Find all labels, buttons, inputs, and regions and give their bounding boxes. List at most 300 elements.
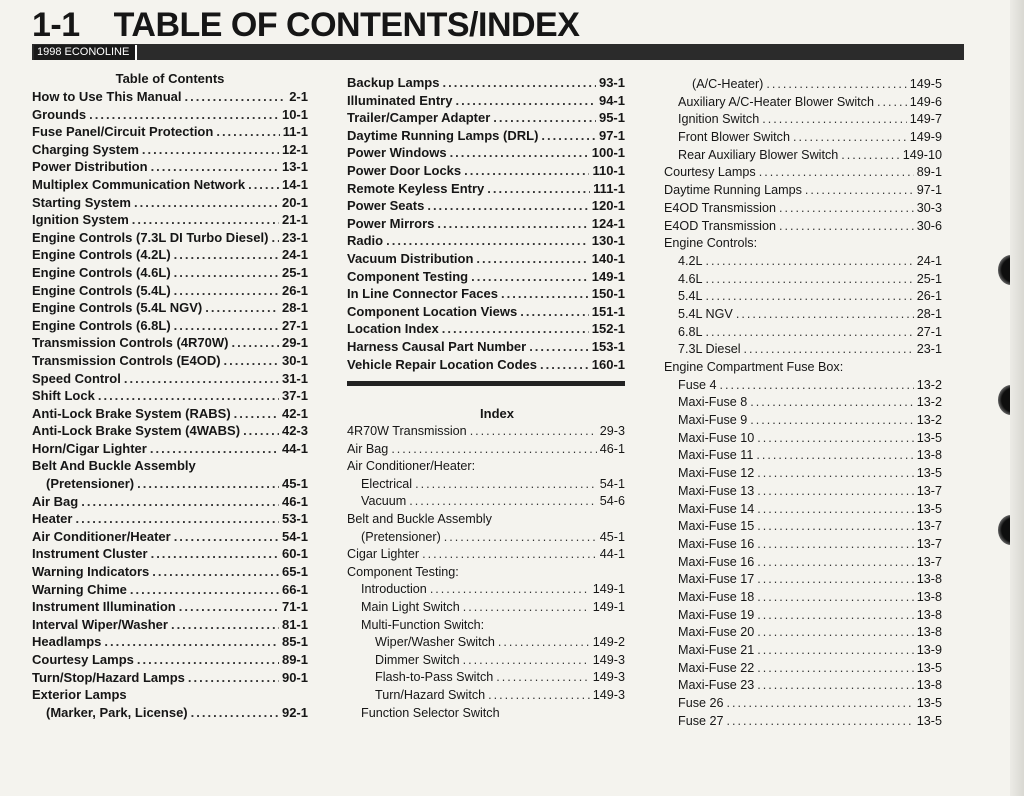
entry-row (32, 264, 308, 282)
entry-label: 4.2L (678, 253, 703, 268)
entry-label: 5.4L NGV (678, 306, 733, 321)
entry-row (32, 229, 308, 247)
entry-row (32, 194, 308, 212)
entry-page: 25-1 (281, 264, 308, 280)
entry-row (32, 457, 308, 475)
entry-page: 54-6 (599, 494, 625, 509)
dot-leader (520, 303, 589, 321)
entry-row (32, 317, 308, 335)
entry-page: 37-1 (281, 388, 308, 404)
dot-leader (124, 370, 279, 388)
dot-leader (130, 581, 279, 599)
entry-label: Courtesy Lamps (664, 165, 756, 180)
entry-label: Maxi-Fuse 12 (678, 466, 755, 481)
entry-row (32, 123, 308, 141)
entry-label: Air Bag (347, 441, 389, 456)
dot-leader (142, 141, 279, 159)
entry-row (32, 686, 308, 704)
entry-label: Courtesy Lamps (32, 652, 134, 667)
dot-leader (216, 123, 279, 141)
entry-label: Multi-Function Switch: (361, 617, 485, 632)
entry-page: 30-1 (281, 352, 308, 368)
entry-page: 149-2 (592, 635, 625, 650)
entry-row (32, 510, 308, 528)
entry-page: 100-1 (591, 145, 625, 161)
entry-label: Speed Control (32, 370, 121, 386)
entry-label: Maxi-Fuse 15 (678, 519, 755, 534)
entry-page: 149-1 (592, 582, 625, 597)
entry-label: Headlamps (32, 634, 102, 650)
entry-label: Shift Lock (32, 388, 95, 404)
entry-page: 27-1 (281, 317, 308, 333)
entry-page: 13-5 (916, 660, 942, 675)
entry-label: Function Selector Switch (361, 705, 500, 720)
dot-leader (174, 264, 279, 282)
dot-leader (757, 660, 913, 678)
entry-page: 2-1 (289, 89, 308, 104)
dot-leader (706, 288, 914, 306)
entry-page: 13-5 (916, 501, 942, 516)
entry-row (347, 74, 625, 92)
dot-leader (386, 232, 589, 250)
dot-leader (151, 545, 279, 563)
entry-row (32, 440, 308, 458)
entry-label: Heater (32, 511, 73, 527)
entry-label: Backup Lamps (347, 75, 440, 90)
entry-label: 7.3L Diesel (678, 342, 741, 357)
entry-row (32, 158, 308, 176)
entry-row (347, 338, 625, 356)
entry-label: 4.6L (678, 271, 703, 286)
entry-label: 5.4L (678, 289, 703, 304)
entry-label: Daytime Running Lamps (DRL) (347, 127, 539, 143)
entry-row (32, 704, 308, 722)
dot-leader (75, 510, 279, 528)
entry-label: Maxi-Fuse 18 (678, 589, 755, 604)
toc-list (32, 88, 308, 721)
dot-leader (98, 387, 279, 405)
entry-label: Rear Auxiliary Blower Switch (678, 147, 839, 162)
dot-leader (757, 642, 913, 660)
entry-page: 151-1 (591, 303, 625, 319)
entry-label: Engine Controls (5.4L NGV) (32, 300, 203, 316)
entry-page: 13-8 (916, 625, 942, 640)
entry-label: Trailer/Camper Adapter (347, 110, 491, 126)
page-title (32, 6, 579, 45)
entry-page: 13-8 (916, 678, 942, 693)
dot-leader (134, 194, 279, 212)
dot-leader (89, 106, 279, 124)
entry-label: Power Distribution (32, 159, 148, 175)
section-number: 1-1 (32, 6, 80, 44)
entry-label: Vacuum Distribution (347, 250, 474, 266)
entry-label: Anti-Lock Brake System (RABS) (32, 405, 231, 421)
dot-leader (150, 440, 279, 458)
entry-page: 149-1 (591, 268, 625, 284)
dot-leader (706, 324, 914, 342)
entry-page: 45-1 (281, 476, 308, 492)
entry-page: 120-1 (591, 198, 625, 214)
entry-label: Vehicle Repair Location Codes (347, 356, 537, 372)
entry-label: Dimmer Switch (375, 652, 460, 667)
dot-leader (470, 423, 597, 441)
entry-page: 149-5 (909, 77, 942, 91)
entry-label: Power Mirrors (347, 215, 435, 231)
dot-leader (427, 197, 588, 215)
entry-row (664, 607, 942, 625)
entry-label: Electrical (361, 476, 413, 491)
entry-page: 24-1 (916, 253, 942, 268)
dot-leader (805, 182, 914, 200)
entry-page: 13-5 (916, 430, 942, 445)
entry-label: How to Use This Manual (32, 89, 182, 104)
entry-label: Maxi-Fuse 22 (678, 660, 755, 675)
dot-leader (224, 352, 279, 370)
entry-label: Harness Causal Part Number (347, 338, 527, 354)
entry-row (32, 88, 308, 106)
entry-page: 13-7 (916, 519, 942, 534)
entry-row (664, 412, 942, 430)
dot-leader (463, 652, 590, 670)
entry-row (347, 127, 625, 145)
dot-leader (391, 441, 596, 459)
entry-page: 92-1 (281, 704, 308, 720)
dot-leader (464, 162, 589, 180)
entry-page: 71-1 (281, 599, 308, 615)
entry-row (664, 359, 942, 377)
entry-row (664, 554, 942, 572)
dot-leader (174, 246, 279, 264)
entry-page: 60-1 (281, 546, 308, 562)
entry-page: 13-1 (281, 159, 308, 175)
entry-label: Component Testing (347, 268, 469, 284)
entry-row (347, 423, 625, 441)
dot-leader (501, 285, 589, 303)
entry-row (32, 334, 308, 352)
entry-label: Cigar Lighter (347, 547, 420, 562)
entry-label: Fuse 26 (678, 696, 724, 711)
entry-page: 54-1 (281, 528, 308, 544)
entry-label: Radio (347, 233, 384, 249)
dot-leader (541, 127, 596, 145)
entry-page: 149-6 (909, 94, 942, 109)
entry-row (664, 430, 942, 448)
entry-row (664, 394, 942, 412)
dot-leader (191, 704, 279, 722)
dot-leader (415, 476, 597, 494)
dot-leader (744, 341, 914, 359)
page-edge-shadow (1010, 0, 1024, 796)
entry-row (664, 341, 942, 359)
entry-page: 20-1 (281, 194, 308, 210)
dot-leader (736, 306, 914, 324)
dot-leader (727, 695, 914, 713)
entry-page: 30-3 (916, 200, 942, 215)
dot-leader (493, 109, 596, 127)
dot-leader (750, 394, 913, 412)
dot-leader (234, 405, 279, 423)
dot-leader (540, 356, 589, 374)
dot-leader (877, 94, 907, 112)
dot-leader (430, 581, 590, 599)
entry-row (664, 518, 942, 536)
entry-row (32, 581, 308, 599)
entry-page: 54-1 (599, 476, 625, 491)
entry-page: 13-5 (916, 466, 942, 481)
dot-leader (498, 634, 590, 652)
entry-label: Instrument Illumination (32, 599, 176, 615)
entry-row (664, 624, 942, 642)
dot-leader (759, 164, 914, 182)
dot-leader (488, 687, 590, 705)
entry-page: 90-1 (281, 669, 308, 685)
entry-row (347, 144, 625, 162)
model-label: 1998 ECONOLINE (34, 45, 137, 60)
entry-row (347, 687, 625, 705)
entry-row (32, 211, 308, 229)
entry-label: Fuse Panel/Circuit Protection (32, 124, 214, 140)
dot-leader (720, 377, 914, 395)
entry-page: 97-1 (598, 127, 625, 143)
entry-row (347, 669, 625, 687)
entry-page: 24-1 (281, 247, 308, 263)
dot-leader (463, 599, 590, 617)
index-column-3 (664, 76, 942, 730)
dot-leader (185, 88, 287, 106)
entry-label: Remote Keyless Entry (347, 180, 485, 196)
dot-leader (476, 250, 588, 268)
entry-label: Maxi-Fuse 14 (678, 501, 755, 516)
entry-label: Belt and Buckle Assembly (347, 511, 492, 526)
entry-label: Turn/Stop/Hazard Lamps (32, 669, 185, 685)
entry-row (664, 589, 942, 607)
entry-page: 149-9 (909, 130, 942, 145)
dot-leader (137, 651, 279, 669)
entry-page: 12-1 (281, 141, 308, 157)
entry-row (32, 352, 308, 370)
entry-page: 93-1 (598, 75, 625, 90)
entry-page: 13-2 (916, 413, 942, 428)
entry-page: 130-1 (591, 233, 625, 249)
dot-leader (757, 589, 913, 607)
dot-leader (81, 493, 279, 511)
entry-label: Auxiliary A/C-Heater Blower Switch (678, 94, 874, 109)
entry-label: Ignition System (32, 212, 129, 228)
dot-leader (174, 282, 279, 300)
dot-leader (442, 320, 589, 338)
entry-row (347, 92, 625, 110)
entry-label: Engine Controls (7.3L DI Turbo Diesel) (32, 229, 269, 245)
entry-label: Transmission Controls (4R70W) (32, 335, 229, 351)
entry-label: Fuse 4 (678, 377, 717, 392)
entry-row (32, 651, 308, 669)
entry-label: Charging System (32, 141, 139, 157)
entry-page: 26-1 (916, 289, 942, 304)
entry-page: 124-1 (591, 215, 625, 231)
entry-label: Engine Controls (4.2L) (32, 247, 171, 263)
entry-row (664, 324, 942, 342)
dot-leader (841, 147, 900, 165)
dot-leader (137, 475, 279, 493)
entry-row (32, 246, 308, 264)
entry-row (347, 441, 625, 459)
dot-leader (757, 518, 913, 536)
entry-page: 89-1 (916, 165, 942, 180)
entry-label: Anti-Lock Brake System (4WABS) (32, 423, 241, 439)
entry-label: (Pretensioner) (361, 529, 441, 544)
entry-row (347, 356, 625, 374)
entry-page: 65-1 (281, 564, 308, 580)
entry-page: 13-7 (916, 483, 942, 498)
entry-page: 11-1 (282, 124, 308, 140)
dot-leader (496, 669, 590, 687)
toc-column-2 (347, 74, 625, 373)
entry-row (347, 109, 625, 127)
dot-leader (450, 144, 589, 162)
entry-row (347, 250, 625, 268)
dot-leader (442, 74, 595, 92)
entry-row (32, 545, 308, 563)
entry-row (664, 677, 942, 695)
toc-list-continued (347, 74, 625, 373)
entry-label: Daytime Running Lamps (664, 183, 802, 198)
dot-leader (757, 465, 913, 483)
entry-page: 94-1 (598, 92, 625, 108)
entry-label: Interval Wiper/Washer (32, 616, 168, 632)
entry-label: Main Light Switch (361, 599, 460, 614)
entry-row (664, 147, 942, 165)
dot-leader (409, 493, 597, 511)
entry-row (347, 652, 625, 670)
entry-row (32, 422, 308, 440)
dot-leader (174, 528, 279, 546)
entry-page: 25-1 (916, 271, 942, 286)
entry-row (664, 447, 942, 465)
index-list (347, 423, 625, 722)
entry-page: 97-1 (916, 183, 942, 198)
dot-leader (188, 669, 279, 687)
entry-page: 21-1 (281, 212, 308, 228)
entry-page: 13-7 (916, 554, 942, 569)
entry-page: 28-1 (281, 300, 308, 316)
entry-page: 28-1 (916, 306, 942, 321)
dot-leader (779, 200, 914, 218)
entry-label: In Line Connector Faces (347, 286, 498, 302)
dot-leader (762, 111, 907, 129)
entry-label: (A/C-Heater) (692, 77, 764, 91)
entry-page: 149-10 (902, 147, 942, 162)
dot-leader (757, 536, 913, 554)
dot-leader (727, 713, 914, 731)
entry-row (347, 529, 625, 547)
entry-label: Exterior Lamps (32, 687, 127, 703)
entry-page: 149-3 (592, 670, 625, 685)
entry-label: Component Location Views (347, 303, 518, 319)
entry-row (664, 713, 942, 731)
title-text: TABLE OF CONTENTS/INDEX (113, 6, 580, 44)
entry-page: 153-1 (591, 338, 625, 354)
entry-row (32, 299, 308, 317)
entry-label: 6.8L (678, 324, 703, 339)
dot-leader (151, 158, 279, 176)
dot-leader (706, 271, 914, 289)
entry-row (664, 235, 942, 253)
entry-row (664, 253, 942, 271)
entry-row (664, 182, 942, 200)
entry-label: Location Index (347, 321, 439, 337)
entry-row (32, 370, 308, 388)
entry-label: Power Seats (347, 198, 425, 214)
entry-row (32, 563, 308, 581)
entry-label: Maxi-Fuse 10 (678, 430, 755, 445)
dot-leader (179, 598, 279, 616)
entry-label: Fuse 27 (678, 713, 724, 728)
entry-row (664, 465, 942, 483)
entry-row (32, 528, 308, 546)
entry-label: Horn/Cigar Lighter (32, 440, 147, 456)
dot-leader (152, 563, 279, 581)
entry-row (347, 546, 625, 564)
entry-page: 149-3 (592, 652, 625, 667)
entry-label: Flash-to-Pass Switch (375, 670, 494, 685)
entry-page: 150-1 (591, 286, 625, 302)
dot-leader (205, 299, 279, 317)
entry-row (347, 180, 625, 198)
entry-label: E4OD Transmission (664, 218, 776, 233)
entry-row (32, 669, 308, 687)
entry-page: 46-1 (599, 441, 625, 456)
entry-label: Maxi-Fuse 11 (678, 448, 754, 463)
entry-row (347, 599, 625, 617)
entry-page: 29-1 (281, 335, 308, 351)
entry-page: 66-1 (281, 581, 308, 597)
dot-leader (757, 554, 913, 572)
entry-page: 95-1 (598, 110, 625, 126)
entry-row (664, 200, 942, 218)
dot-leader (757, 501, 913, 519)
entry-label: Maxi-Fuse 19 (678, 607, 755, 622)
entry-page: 42-1 (281, 405, 308, 421)
dot-leader (104, 633, 279, 651)
dot-leader (529, 338, 589, 356)
entry-row (347, 197, 625, 215)
entry-page: 23-1 (916, 342, 942, 357)
entry-label: Multiplex Communication Network (32, 176, 246, 192)
entry-page: 110-1 (592, 162, 625, 178)
entry-page: 140-1 (591, 250, 625, 266)
entry-page: 13-8 (916, 572, 942, 587)
entry-label: Maxi-Fuse 13 (678, 483, 755, 498)
entry-row (664, 271, 942, 289)
entry-row (664, 377, 942, 395)
entry-row (664, 129, 942, 147)
entry-row (664, 111, 942, 129)
entry-page: 27-1 (916, 324, 942, 339)
index-heading: Index (480, 406, 514, 421)
entry-label: Turn/Hazard Switch (375, 687, 486, 702)
entry-row (664, 76, 942, 94)
entry-label: Front Blower Switch (678, 130, 790, 145)
entry-page: 26-1 (281, 282, 308, 298)
entry-row (32, 176, 308, 194)
entry-row (347, 268, 625, 286)
entry-label: Power Door Locks (347, 162, 462, 178)
entry-label: Instrument Cluster (32, 546, 148, 562)
entry-row (347, 581, 625, 599)
entry-row (32, 616, 308, 634)
entry-row (347, 320, 625, 338)
entry-label: 4R70W Transmission (347, 424, 467, 438)
